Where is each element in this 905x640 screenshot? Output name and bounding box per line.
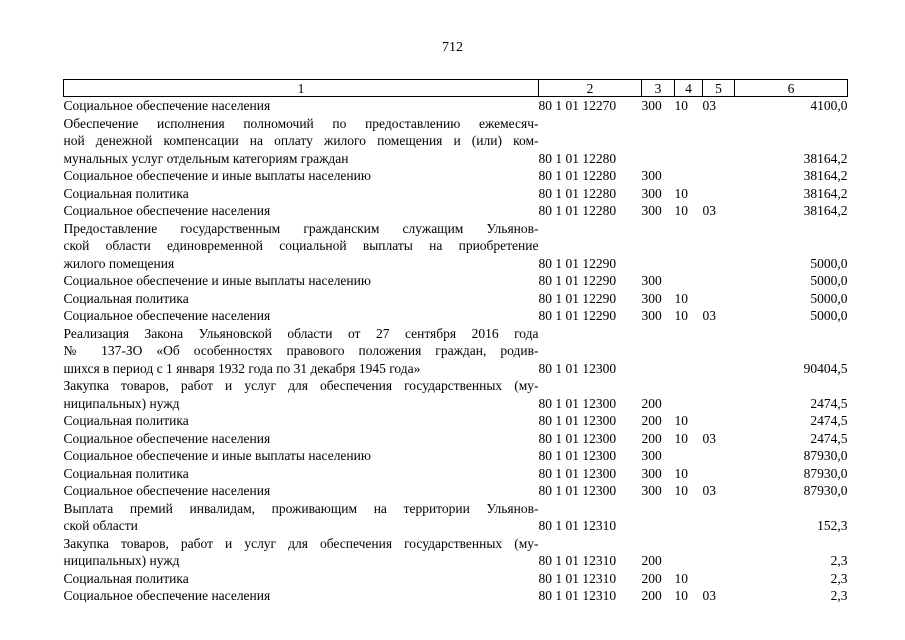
amount: 38164,2 — [803, 203, 848, 218]
table-row — [64, 412, 848, 430]
expense-item-name-line: Социальное обеспечение населения — [63, 430, 271, 446]
target-article-code: 80 1 01 12280 — [538, 203, 617, 218]
section-code — [675, 325, 703, 378]
expense-item-name — [64, 325, 539, 378]
expense-item-name-line: жилого помещения — [63, 255, 175, 271]
expense-type-code: 200 — [641, 395, 662, 411]
amount: 5000,0 — [810, 255, 848, 271]
section-code: 10 — [674, 290, 688, 306]
amount: 2,3 — [830, 553, 848, 568]
target-article-code: 80 1 01 12300 — [538, 483, 617, 498]
expense-item-name-line: Обеспечение исполнения полномочий по предоставлению ежемесяч- — [63, 115, 539, 131]
table-row — [64, 272, 848, 290]
expense-item-name-line: Социальное обеспечение населения — [63, 308, 271, 323]
subsection-code: 03 — [702, 588, 716, 603]
amount: 152,3 — [817, 518, 848, 533]
expense-item-name-line: Закупка товаров, работ и услуг для обеспечения государственных (му- — [63, 535, 539, 551]
amount: 38164,2 — [803, 168, 848, 183]
amount: 2474,5 — [810, 413, 848, 428]
section-code — [675, 115, 703, 168]
target-article-code: 80 1 01 12300 — [538, 448, 617, 463]
table-row — [64, 535, 848, 570]
expense-item-name — [64, 535, 539, 570]
expense-item-name — [64, 500, 539, 535]
expense-type-code: 300 — [641, 483, 662, 498]
expense-item-name — [64, 185, 539, 203]
table-row — [64, 447, 848, 465]
column-header-5: 5 — [703, 80, 735, 97]
expense-item-name — [64, 167, 539, 185]
section-code: 10 — [674, 413, 688, 428]
column-header-3: 3 — [642, 80, 675, 97]
expense-item-name-line: Социальное обеспечение населения — [63, 483, 271, 498]
expense-item-name — [64, 570, 539, 588]
expense-item-name — [64, 465, 539, 483]
subsection-code — [703, 115, 735, 168]
target-article-code: 80 1 01 12300 — [538, 430, 617, 446]
target-article-code: 80 1 01 12290 — [538, 273, 617, 288]
target-article-code: 80 1 01 12280 — [538, 185, 617, 201]
expense-type-code: 200 — [641, 553, 662, 568]
section-code: 10 — [674, 465, 688, 481]
expense-item-name — [64, 220, 539, 273]
expense-item-name — [64, 290, 539, 308]
column-header-4: 4 — [675, 80, 703, 97]
table-row — [64, 570, 848, 588]
amount: 4100,0 — [810, 98, 848, 113]
expense-item-name — [64, 377, 539, 412]
amount: 87930,0 — [803, 465, 848, 481]
subsection-code — [703, 535, 735, 570]
expense-type-code: 300 — [641, 290, 662, 306]
subsection-code: 03 — [702, 203, 716, 218]
expense-type-code: 300 — [641, 98, 662, 113]
expense-item-name — [64, 97, 539, 115]
target-article-code: 80 1 01 12280 — [538, 150, 617, 166]
expense-item-name — [64, 115, 539, 168]
expense-item-name-line: Социальное обеспечение и иные выплаты населению — [63, 168, 371, 183]
subsection-code: 03 — [702, 483, 716, 498]
section-code: 10 — [674, 588, 688, 603]
expense-item-name-line: Социальная политика — [63, 290, 189, 306]
amount: 2474,5 — [810, 430, 848, 446]
amount: 87930,0 — [803, 448, 848, 463]
section-code — [675, 535, 703, 570]
table-row — [64, 377, 848, 412]
subsection-code — [703, 272, 735, 290]
table-row — [64, 97, 848, 115]
target-article-code: 80 1 01 12300 — [538, 395, 617, 411]
expense-item-name-line: Социальная политика — [63, 570, 189, 586]
amount: 2474,5 — [810, 395, 848, 411]
expense-item-name — [64, 587, 539, 605]
target-article-code: 80 1 01 12280 — [538, 168, 617, 183]
expense-type-code: 200 — [641, 570, 662, 586]
expense-type-code: 300 — [641, 203, 662, 218]
expense-item-name-line: Социальное обеспечение населения — [63, 203, 271, 218]
column-header-2: 2 — [539, 80, 642, 97]
expense-item-name — [64, 202, 539, 220]
budget-table — [63, 79, 848, 605]
table-row — [64, 587, 848, 605]
section-code: 10 — [674, 185, 688, 201]
column-header-6: 6 — [735, 80, 848, 97]
column-header-1: 1 — [64, 80, 539, 97]
expense-type-code — [642, 220, 675, 273]
amount: 2,3 — [830, 570, 848, 586]
table-row — [64, 500, 848, 535]
subsection-code — [703, 412, 735, 430]
expense-type-code — [642, 500, 675, 535]
section-code: 10 — [674, 570, 688, 586]
expense-item-name-line: ской области — [63, 518, 138, 533]
target-article-code: 80 1 01 12290 — [538, 308, 617, 323]
table-row — [64, 325, 848, 378]
expense-item-name — [64, 307, 539, 325]
expense-item-name-line: Социальное обеспечение населения — [63, 588, 271, 603]
table-row — [64, 430, 848, 448]
subsection-code: 03 — [702, 308, 716, 323]
expense-item-name-line: ниципальных) нужд — [63, 395, 180, 411]
table-body — [64, 97, 848, 605]
target-article-code: 80 1 01 12300 — [538, 465, 617, 481]
section-code — [675, 500, 703, 535]
expense-item-name-line: Социальная политика — [63, 465, 189, 481]
expense-item-name-line: шихся в период с 1 января 1932 года по 31 декабря 1945 года» — [63, 360, 421, 376]
table-header — [64, 80, 848, 97]
expense-item-name-line: ной денежной компенсации на оплату жилого помещения и (или) ком- — [63, 133, 539, 148]
section-code — [675, 220, 703, 273]
section-code: 10 — [674, 430, 688, 446]
section-code: 10 — [674, 203, 688, 218]
expense-type-code: 300 — [641, 465, 662, 481]
expense-item-name — [64, 412, 539, 430]
expense-type-code: 300 — [641, 448, 662, 463]
table-row — [64, 115, 848, 168]
expense-type-code: 300 — [641, 273, 662, 288]
expense-item-name-line: Социальное обеспечение и иные выплаты населению — [63, 448, 371, 463]
expense-item-name — [64, 430, 539, 448]
amount: 5000,0 — [810, 273, 848, 288]
target-article-code: 80 1 01 12310 — [538, 553, 617, 568]
section-code — [675, 272, 703, 290]
expense-item-name — [64, 272, 539, 290]
expense-item-name-line: ской области единовременной социальной выплаты на приобретение — [63, 238, 539, 253]
table-row — [64, 167, 848, 185]
subsection-code — [703, 325, 735, 378]
expense-type-code: 300 — [641, 168, 662, 183]
table-row — [64, 482, 848, 500]
subsection-code — [703, 185, 735, 203]
table-row — [64, 185, 848, 203]
amount: 5000,0 — [810, 290, 848, 306]
amount: 87930,0 — [803, 483, 848, 498]
expense-item-name-line: Выплата премий инвалидам, проживающим на территории Ульянов- — [63, 500, 539, 516]
expense-item-name-line: Закупка товаров, работ и услуг для обеспечения государственных (му- — [63, 378, 539, 393]
section-code: 10 — [674, 483, 688, 498]
table-row — [64, 290, 848, 308]
expense-type-code — [642, 115, 675, 168]
target-article-code: 80 1 01 12300 — [538, 413, 617, 428]
expense-type-code: 200 — [641, 413, 662, 428]
target-article-code: 80 1 01 12300 — [538, 360, 617, 376]
amount: 2,3 — [830, 588, 848, 603]
table-row — [64, 220, 848, 273]
amount: 90404,5 — [803, 360, 848, 376]
section-code — [675, 167, 703, 185]
subsection-code: 03 — [702, 98, 716, 113]
expense-type-code: 300 — [641, 308, 662, 323]
expense-item-name-line: № 137-ЗО «Об особенностях правового положения граждан, родив- — [63, 343, 539, 358]
expense-item-name — [64, 447, 539, 465]
subsection-code — [703, 167, 735, 185]
expense-item-name — [64, 482, 539, 500]
expense-type-code: 200 — [641, 430, 662, 446]
expense-item-name-line: Реализация Закона Ульяновской области от 27 сентября 2016 года — [63, 325, 539, 341]
expense-type-code — [642, 325, 675, 378]
expense-item-name-line: Предоставление государственным гражданским служащим Ульянов- — [63, 220, 539, 236]
expense-type-code: 300 — [641, 185, 662, 201]
target-article-code: 80 1 01 12310 — [538, 570, 617, 586]
subsection-code — [703, 447, 735, 465]
expense-type-code: 200 — [641, 588, 662, 603]
amount: 5000,0 — [810, 308, 848, 323]
subsection-code — [703, 377, 735, 412]
target-article-code: 80 1 01 12310 — [538, 518, 617, 533]
section-code — [675, 447, 703, 465]
expense-item-name-line: Социальная политика — [63, 413, 189, 428]
subsection-code: 03 — [702, 430, 716, 446]
expense-item-name-line: Социальное обеспечение населения — [63, 98, 271, 113]
subsection-code — [703, 220, 735, 273]
subsection-code — [703, 570, 735, 588]
target-article-code: 80 1 01 12270 — [538, 98, 617, 113]
expense-item-name-line: ниципальных) нужд — [63, 553, 180, 568]
table-row — [64, 202, 848, 220]
page-number: 712 — [442, 40, 463, 55]
target-article-code: 80 1 01 12290 — [538, 255, 617, 271]
subsection-code — [703, 290, 735, 308]
section-code: 10 — [674, 308, 688, 323]
expense-item-name-line: мунальных услуг отдельным категориям граждан — [63, 150, 349, 166]
subsection-code — [703, 500, 735, 535]
expense-item-name-line: Социальная политика — [63, 185, 189, 201]
target-article-code: 80 1 01 12310 — [538, 588, 617, 603]
table-row — [64, 465, 848, 483]
section-code — [675, 377, 703, 412]
amount: 38164,2 — [803, 185, 848, 201]
section-code: 10 — [674, 98, 688, 113]
amount: 38164,2 — [803, 150, 848, 166]
table-row — [64, 307, 848, 325]
subsection-code — [703, 465, 735, 483]
target-article-code: 80 1 01 12290 — [538, 290, 617, 306]
column-number-row — [64, 80, 848, 97]
expense-item-name-line: Социальное обеспечение и иные выплаты населению — [63, 273, 371, 288]
